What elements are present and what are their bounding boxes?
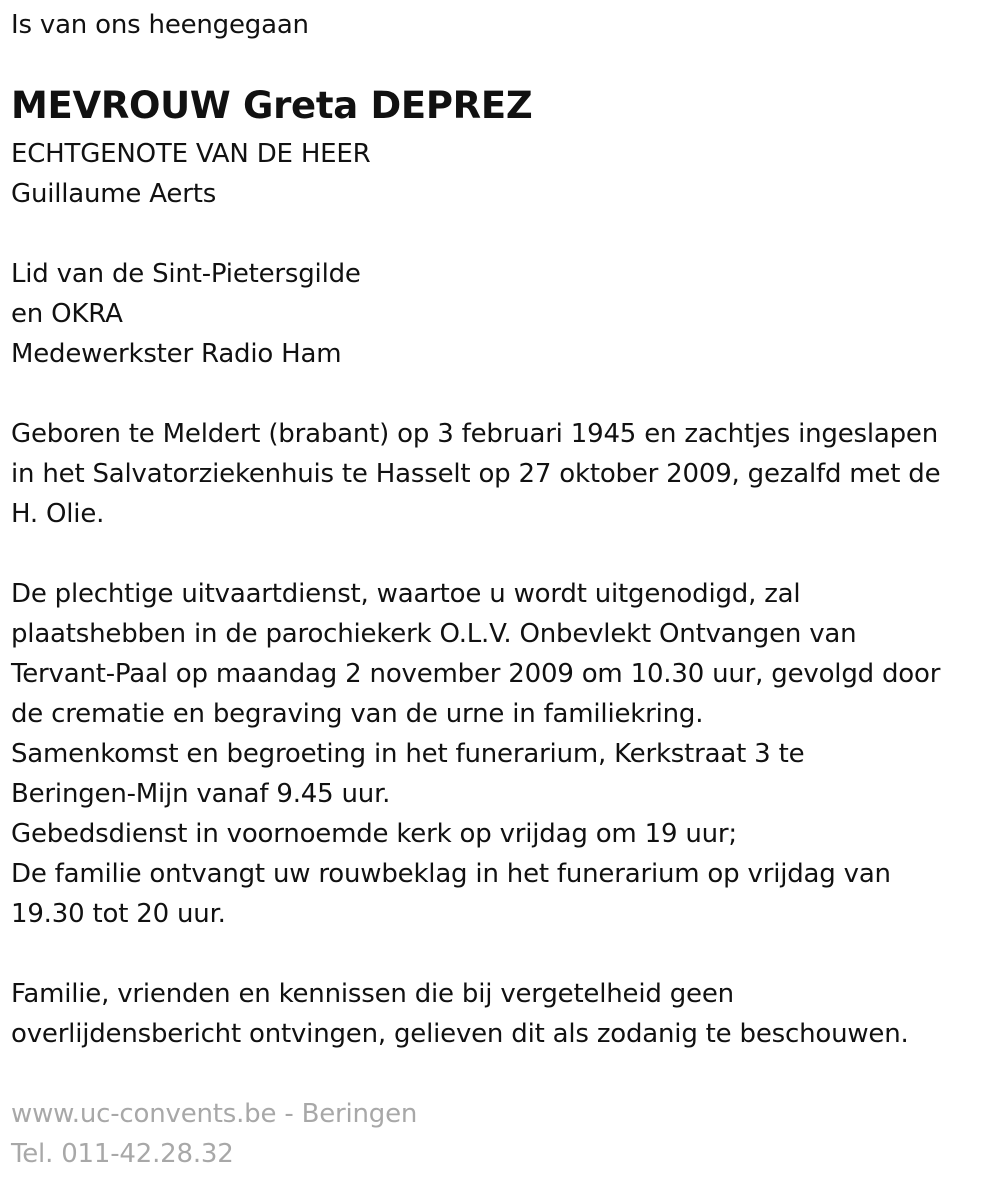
paragraph-line: Beringen-Mijn vanaf 9.45 uur. — [11, 779, 391, 809]
paragraph-line: 19.30 tot 20 uur. — [11, 899, 226, 929]
paragraph-line: in het Salvatorziekenhuis te Hasselt op 27 oktober 2009, gezalfd met de — [11, 459, 941, 489]
paragraph-line: Gebedsdienst in voornoemde kerk op vrijdag om 19 uur; — [11, 819, 737, 849]
intro-text: Is van ons heengegaan — [11, 10, 309, 40]
paragraph-line: Tervant-Paal op maandag 2 november 2009 om 10.30 uur, gevolgd door — [11, 659, 941, 689]
phone-text: Tel. 011-42.28.32 — [11, 1139, 234, 1169]
website-text: www.uc-convents.be - Beringen — [11, 1099, 418, 1129]
closing-note-paragraph — [11, 974, 909, 1054]
paragraph-line: De plechtige uitvaartdienst, waartoe u wordt uitgenodigd, zal — [11, 579, 801, 609]
paragraph-line: Samenkomst en begroeting in het funerarium, Kerkstraat 3 te — [11, 739, 805, 769]
paragraph-line: plaatshebben in de parochiekerk O.L.V. Onbevlekt Ontvangen van — [11, 619, 857, 649]
paragraph-line: De familie ontvangt uw rouwbeklag in het funerarium op vrijdag van — [11, 859, 891, 889]
spouse-name: Guillaume Aerts — [11, 179, 217, 209]
spouse-section — [11, 134, 371, 214]
paragraph-line: Familie, vrienden en kennissen die bij vergetelheid geen — [11, 979, 734, 1009]
membership-line: Lid van de Sint-Pietersgilde — [11, 259, 361, 289]
deceased-name: MEVROUW Greta DEPREZ — [11, 84, 533, 127]
paragraph-line: Geboren te Meldert (brabant) op 3 februari 1945 en zachtjes ingeslapen — [11, 419, 939, 449]
paragraph-line: overlijdensbericht ontvingen, gelieven dit als zodanig te beschouwen. — [11, 1019, 909, 1049]
birth-death-paragraph — [11, 414, 940, 534]
paragraph-line: de crematie en begraving van de urne in familiekring. — [11, 699, 704, 729]
membership-line: en OKRA — [11, 299, 123, 329]
paragraph-line: H. Olie. — [11, 499, 105, 529]
funeral-details-paragraph — [11, 574, 940, 934]
spouse-title: ECHTGENOTE VAN DE HEER — [11, 139, 371, 169]
membership-line: Medewerkster Radio Ham — [11, 339, 342, 369]
memberships-section — [11, 254, 361, 374]
contact-footer — [11, 1094, 417, 1174]
